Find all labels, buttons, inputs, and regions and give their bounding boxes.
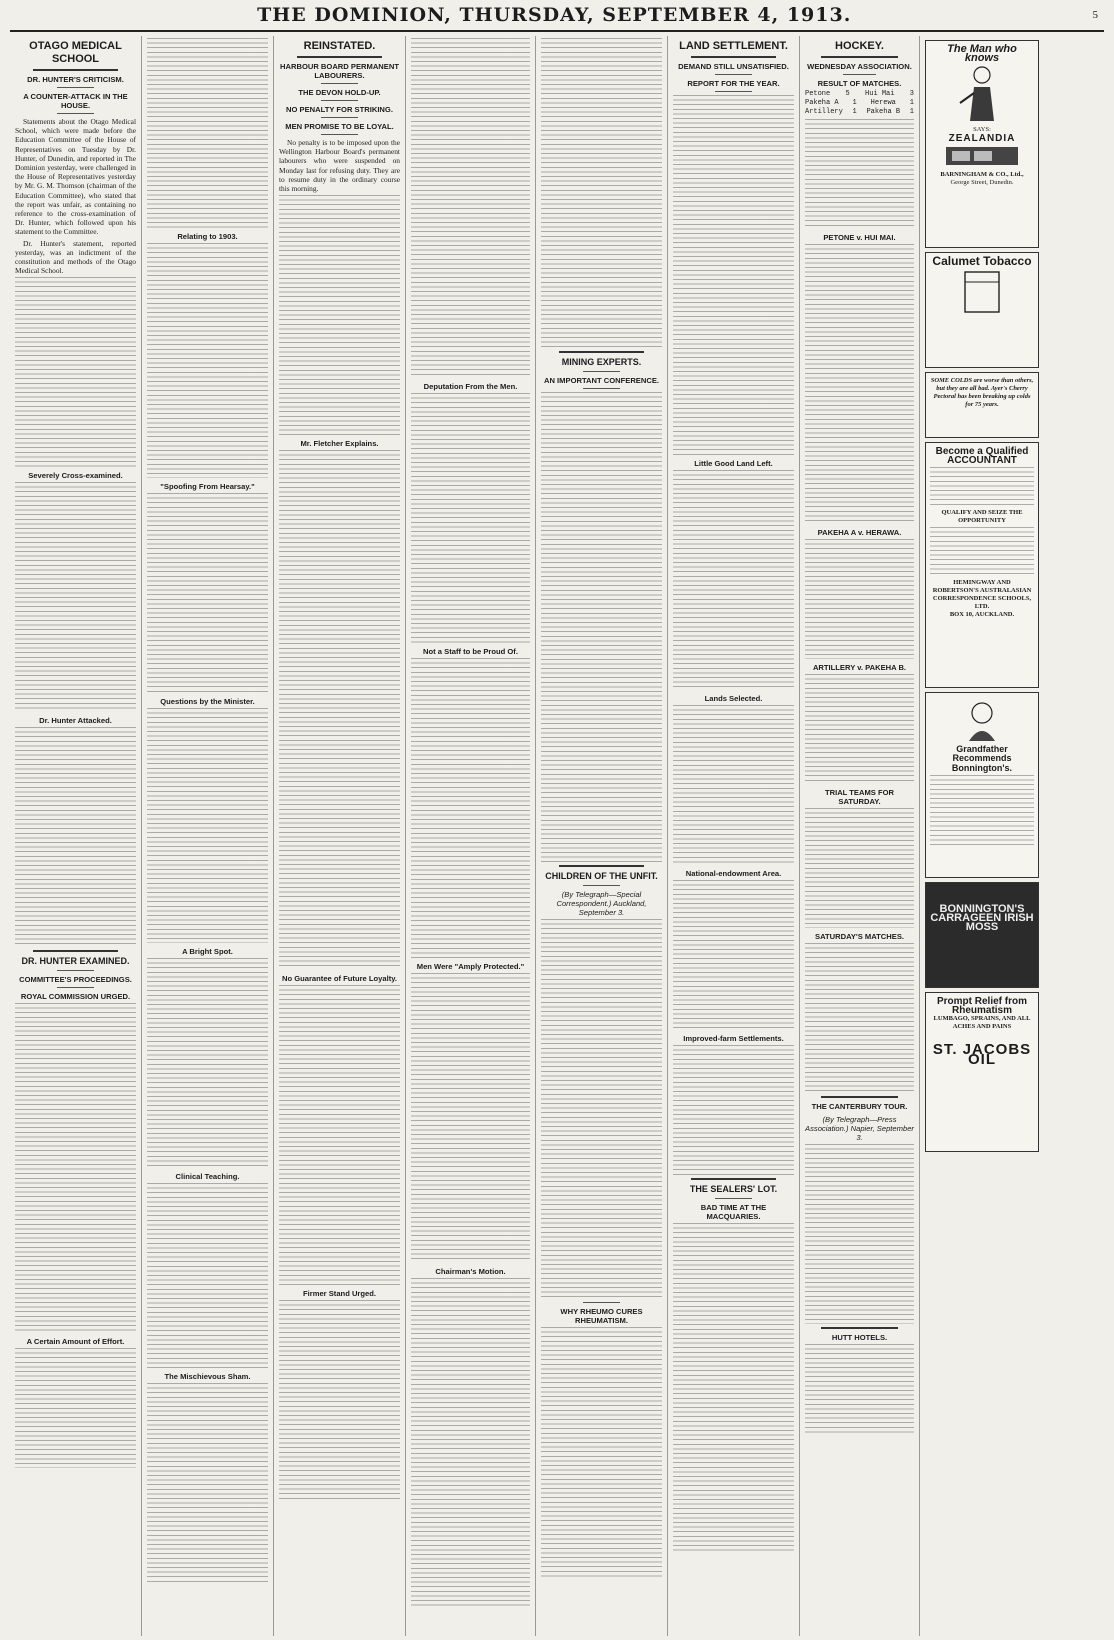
- article-text-block: [147, 1183, 268, 1368]
- divider: [715, 91, 751, 92]
- section-heading: No Guarantee of Future Loyalty.: [281, 974, 398, 984]
- article-text-block: [147, 1383, 268, 1583]
- result-row: [805, 90, 914, 99]
- result-row: [805, 99, 914, 108]
- article-text-block: [411, 658, 530, 958]
- article-text-block: [147, 708, 268, 943]
- man-illustration-icon: [952, 63, 1012, 123]
- subhead-association: WEDNESDAY ASSOCIATION.: [807, 62, 912, 71]
- divider: [715, 1198, 751, 1199]
- article-text-block: [805, 1344, 914, 1434]
- section-heading: SATURDAY'S MATCHES.: [815, 932, 904, 941]
- headline-otago-medical-school: OTAGO MEDICAL SCHOOL: [29, 40, 122, 65]
- article-text-block: [15, 1348, 136, 1468]
- section-heading: Lands Selected.: [704, 694, 763, 703]
- team-a: Pakeha A: [805, 99, 839, 107]
- ad-text-block: [930, 527, 1034, 577]
- article-text-block: [541, 919, 662, 1299]
- divider: [583, 371, 619, 372]
- article-text-block: [147, 958, 268, 1168]
- article-text-block: [541, 38, 662, 348]
- article-text-block: [411, 38, 530, 378]
- ad-zealandia-range: [925, 40, 1039, 248]
- article-paragraph: Statements about the Otago Medical School, which were made before the Education Committee of the House of Representatives on Tuesday by Dr. Hunter, of Dunedin, and reported in The Dominion yesterday, were challenged in the House of Representatives yesterday by Mr. G. M. Thomson (chairman of the Education Committee), who stated that the report was unfair, as containing no reference to the cross-examination of Dr. Hunter, which followed upon his statement to the Committee.: [15, 117, 136, 237]
- results-table: [805, 90, 914, 117]
- subhead-macquaries: BAD TIME AT THE MACQUARIES.: [700, 1203, 767, 1221]
- subhead-loyal: MEN PROMISE TO BE LOYAL.: [285, 122, 394, 131]
- article-text-block: [411, 1278, 530, 1608]
- ad-heading-rheumo: WHY RHEUMO CURES RHEUMATISM.: [560, 1307, 643, 1325]
- article-text-block: [15, 277, 136, 467]
- ad-maker: BARNINGHAM & CO., Ltd.,: [940, 171, 1024, 179]
- subhead-devon: THE DEVON HOLD-UP.: [298, 88, 381, 97]
- section-heading: A Certain Amount of Effort.: [26, 1337, 125, 1347]
- ad-text: SOME COLDS are worse than others, but they are all bad. Ayer's Cherry Pectoral has been breaking up colds for 75 years.: [930, 377, 1034, 408]
- article-text-block: [147, 493, 268, 693]
- article-text-block: [805, 943, 914, 1093]
- subhead-demand: DEMAND STILL UNSATISFIED.: [678, 62, 789, 71]
- column-3: [274, 36, 406, 1636]
- section-heading: PETONE v. HUI MAI.: [823, 233, 896, 242]
- section-heading: Mr. Fletcher Explains.: [300, 439, 379, 449]
- section-heading: Questions by the Minister.: [160, 697, 255, 706]
- article-text-block: [805, 119, 914, 229]
- headline-hockey: HOCKEY.: [835, 40, 884, 52]
- section-heading: Men Were "Amply Protected.": [416, 962, 525, 971]
- ad-says: SAYS:: [973, 125, 991, 133]
- team-a: Artillery: [805, 108, 843, 116]
- team-b: Pakeha B: [866, 108, 901, 116]
- article-text-block: [673, 880, 794, 1030]
- article-text-block: [805, 808, 914, 928]
- subhead-committee: COMMITTEE'S PROCEEDINGS.: [19, 975, 132, 985]
- ad-brand: ST. JACOBS OIL: [932, 1041, 1032, 1068]
- article-text-block: [673, 1223, 794, 1553]
- subhead-criticism: DR. HUNTER'S CRITICISM.: [27, 75, 124, 84]
- ad-title: BONNINGTON'S CARRAGEEN IRISH MOSS: [930, 903, 1034, 934]
- ad-box: BOX 10, AUCKLAND.: [949, 611, 1015, 619]
- byline: (By Telegraph—Special Correspondent.) Auckland, September 3.: [556, 890, 647, 917]
- section-heading: Clinical Teaching.: [175, 1172, 240, 1181]
- ad-school: HEMINGWAY AND ROBERTSON'S AUSTRALASIAN CORRESPONDENCE SCHOOLS, LTD.: [932, 579, 1032, 611]
- ad-address: George Street, Dunedin.: [950, 179, 1014, 187]
- section-heading: Severely Cross-examined.: [28, 471, 123, 481]
- article-text-block: [279, 1300, 400, 1500]
- article-text-block: [147, 38, 268, 228]
- divider: [559, 865, 644, 867]
- section-heading: The Mischievous Sham.: [164, 1372, 251, 1381]
- column-8-advertisements: [920, 36, 1044, 1636]
- divider: [691, 56, 776, 58]
- divider: [57, 970, 93, 971]
- divider: [321, 83, 357, 84]
- divider: [821, 1096, 897, 1098]
- article-text-block: [279, 450, 400, 970]
- ad-title: Calumet Tobacco: [932, 254, 1032, 268]
- section-heading: Little Good Land Left.: [694, 459, 773, 468]
- section-heading: National-endowment Area.: [685, 869, 782, 878]
- divider: [821, 1327, 897, 1329]
- score-b: 1: [909, 99, 914, 107]
- ad-bonningtons-irish-moss: [925, 882, 1039, 988]
- section-heading: Firmer Stand Urged.: [303, 1289, 376, 1299]
- section-heading: Chairman's Motion.: [435, 1267, 506, 1276]
- divider: [33, 69, 118, 71]
- divider: [691, 1178, 776, 1180]
- section-heading: HUTT HOTELS.: [831, 1333, 888, 1342]
- divider: [33, 950, 118, 952]
- headline-reinstated: REINSTATED.: [303, 40, 376, 52]
- advertisement-text-block: [541, 1327, 662, 1577]
- score-a: 5: [845, 90, 850, 98]
- divider: [321, 100, 357, 101]
- divider: [297, 56, 382, 58]
- headline-land-settlement: LAND SETTLEMENT.: [679, 40, 788, 52]
- grandfather-illustration-icon: [959, 697, 1005, 743]
- section-heading: ARTILLERY v. PAKEHA B.: [812, 663, 907, 672]
- ad-title: Grandfather Recommends Bonnington's.: [951, 744, 1013, 773]
- tobacco-tin-icon: [957, 266, 1007, 316]
- section-heading: PAKEHA A v. HERAWA.: [817, 528, 902, 537]
- ad-subtitle: QUALIFY AND SEIZE THE OPPORTUNITY: [941, 509, 1023, 525]
- subhead-harbour-board: HARBOUR BOARD PERMANENT LABOURERS.: [280, 62, 399, 80]
- article-paragraph: Dr. Hunter's statement, reported yesterday, was an indictment of the constitution and methods of the Otago Medical School.: [15, 238, 136, 276]
- section-heading: Deputation From the Men.: [423, 382, 518, 391]
- subhead-royal-commission: ROYAL COMMISSION URGED.: [20, 992, 131, 1002]
- article-text-block: [15, 727, 136, 947]
- subhead-conference: AN IMPORTANT CONFERENCE.: [543, 376, 660, 385]
- column-5: [536, 36, 668, 1636]
- headline-mining-experts: MINING EXPERTS.: [561, 357, 642, 367]
- divider: [57, 987, 93, 988]
- column-2: [142, 36, 274, 1636]
- team-b: Herewa: [870, 99, 896, 107]
- ad-title: The Man who knows: [947, 43, 1017, 65]
- ad-text-block: [930, 775, 1034, 845]
- ad-accountant-school: [925, 442, 1039, 688]
- result-row: [805, 108, 914, 117]
- article-text-block: [673, 470, 794, 690]
- section-heading: Not a Staff to be Proud Of.: [423, 647, 518, 656]
- divider: [821, 56, 897, 58]
- ad-subtitle: LUMBAGO, SPRAINS, AND ALL ACHES AND PAINS: [933, 1015, 1031, 1031]
- article-text-block: [15, 1003, 136, 1333]
- article-text-block: [673, 705, 794, 865]
- ad-bonningtons-grandfather: [925, 692, 1039, 878]
- subhead-no-penalty: NO PENALTY FOR STRIKING.: [286, 105, 393, 114]
- article-text-block: [279, 195, 400, 435]
- article-text-block: [147, 243, 268, 478]
- byline: (By Telegraph—Press Association.) Napier, September 3.: [805, 1115, 914, 1142]
- masthead: [10, 0, 1104, 32]
- ad-text-block: [930, 467, 1034, 507]
- section-heading: THE CANTERBURY TOUR.: [811, 1102, 908, 1111]
- divider: [321, 134, 357, 135]
- ad-title: Become a Qualified ACCOUNTANT: [935, 446, 1029, 467]
- column-6: [668, 36, 800, 1636]
- team-a: Petone: [805, 90, 831, 98]
- ad-st-jacobs-oil: [925, 992, 1039, 1152]
- divider: [321, 117, 357, 118]
- ad-calumet-tobacco: [925, 252, 1039, 368]
- article-text-block: [805, 1144, 914, 1324]
- score-a: 1: [852, 108, 857, 116]
- section-heading: Dr. Hunter Attacked.: [39, 716, 112, 726]
- divider: [583, 885, 619, 886]
- article-text-block: [541, 392, 662, 862]
- column-4: [406, 36, 536, 1636]
- divider: [715, 74, 751, 75]
- divider: [57, 87, 93, 88]
- article-text-block: [673, 1045, 794, 1175]
- section-heading: Relating to 1903.: [177, 232, 238, 241]
- headline-children-unfit: CHILDREN OF THE UNFIT.: [545, 871, 658, 881]
- masthead-title: THE DOMINION, THURSDAY, SEPTEMBER 4, 1913.: [257, 4, 852, 26]
- range-stove-icon: [942, 143, 1022, 169]
- subhead-results: RESULT OF MATCHES.: [817, 79, 902, 88]
- divider: [57, 113, 93, 114]
- ad-ayers-cherry-pectoral: [925, 372, 1039, 438]
- column-1: [10, 36, 142, 1636]
- article-text-block: [411, 973, 530, 1263]
- divider: [583, 1302, 619, 1303]
- article-text-block: [411, 393, 530, 643]
- divider: [583, 388, 619, 389]
- column-7: [800, 36, 920, 1636]
- divider: [559, 351, 644, 353]
- headline-sealers-lot: THE SEALERS' LOT.: [689, 1184, 778, 1194]
- ad-title: Prompt Relief from Rheumatism: [936, 996, 1027, 1017]
- headline-dr-hunter-examined: DR. HUNTER EXAMINED.: [21, 956, 130, 967]
- ad-brand: ZEALANDIA: [948, 132, 1016, 144]
- section-heading: "Spoofing From Hearsay.": [160, 482, 255, 491]
- page-number: 5: [1092, 9, 1098, 21]
- article-text-block: [805, 244, 914, 524]
- columns: [10, 36, 1104, 1636]
- article-text-block: [279, 985, 400, 1285]
- article-text-block: [805, 674, 914, 784]
- article-text-block: [15, 482, 136, 712]
- divider: [843, 74, 876, 75]
- subhead-counter-attack: A COUNTER-ATTACK IN THE HOUSE.: [23, 92, 128, 110]
- score-b: 1: [909, 108, 914, 116]
- score-b: 3: [909, 90, 914, 98]
- article-text-block: [805, 539, 914, 659]
- section-heading: A Bright Spot.: [182, 947, 233, 956]
- section-heading: TRIAL TEAMS FOR SATURDAY.: [824, 788, 895, 806]
- section-heading: Improved-farm Settlements.: [683, 1034, 784, 1043]
- article-paragraph: No penalty is to be imposed upon the Wellington Harbour Board's permanent labourers who were suspended on Monday last for refusing duty. They are to resume duty in the ordinary course this morning.: [279, 138, 400, 194]
- score-a: 1: [852, 99, 857, 107]
- subhead-report: REPORT FOR THE YEAR.: [687, 79, 780, 88]
- article-text-block: [673, 95, 794, 455]
- team-b: Hui Mai: [865, 90, 895, 98]
